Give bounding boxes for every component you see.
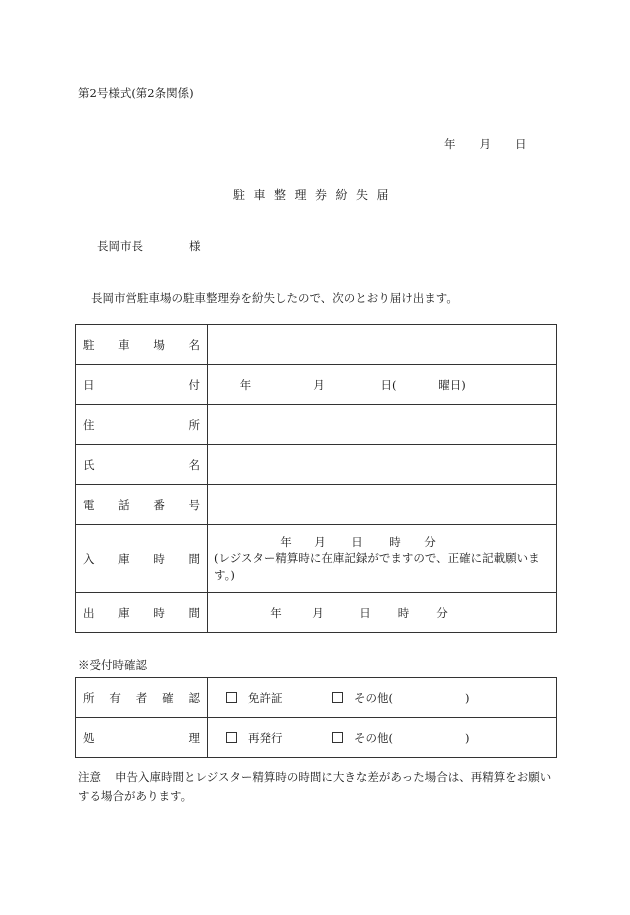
submission-date (444, 136, 527, 152)
document-title: 駐車整理券紛失届 (232, 188, 397, 202)
caution-text: 申告入庫時間とレジスター精算時の時間に大きな差があった場合は、再精算をお願いする場合があります。 (78, 770, 552, 803)
year-label: 年 (444, 137, 456, 151)
row-phone (76, 485, 557, 525)
checkbox-icon[interactable] (226, 732, 237, 743)
field-address[interactable] (208, 405, 557, 445)
report-table (75, 324, 557, 633)
row-name (76, 445, 557, 485)
field-date[interactable]: 年 月 日( 曜日) (208, 365, 557, 405)
field-processing (208, 718, 557, 758)
month-label: 月 (479, 137, 491, 151)
field-phone[interactable] (208, 485, 557, 525)
form-number: 第2号様式(第2条関係) (78, 86, 194, 100)
row-parking-lot (76, 325, 557, 365)
row-address (76, 405, 557, 445)
addressee-honorific: 様 (189, 239, 201, 253)
addressee (97, 238, 201, 254)
reception-check-table (75, 677, 557, 758)
label-processing: 処 理 (76, 718, 208, 758)
checkbox-icon[interactable] (332, 692, 343, 703)
caution-note (78, 768, 558, 806)
label-entry-time: 入 庫 時 間 (76, 525, 208, 593)
label-address: 住 所 (76, 405, 208, 445)
label-exit-time: 出 庫 時 間 (76, 593, 208, 633)
field-exit-time[interactable]: 年 月 日 時 分 (208, 593, 557, 633)
entry-time-note: (レジスター精算時に在庫記録がでますので、正確に記載願います。) (214, 550, 540, 582)
option-license[interactable]: 免許証 (226, 690, 332, 706)
label-name: 氏 名 (76, 445, 208, 485)
field-name[interactable] (208, 445, 557, 485)
label-phone: 電 話 番 号 (76, 485, 208, 525)
row-date (76, 365, 557, 405)
reception-check-heading: ※受付時確認 (78, 658, 147, 672)
row-entry-time (76, 525, 557, 593)
row-owner-check (76, 678, 557, 718)
addressee-name: 長岡市長 (97, 239, 143, 253)
intro-text: 長岡市営駐車場の駐車整理券を紛失したので、次のとおり届け出ます。 (91, 291, 458, 305)
checkbox-icon[interactable] (226, 692, 237, 703)
label-date: 日 付 (76, 365, 208, 405)
day-label: 日 (515, 137, 527, 151)
field-entry-time[interactable]: 年 月 日 時 分 (レジスター精算時に在庫記録がでますので、正確に記載願います。) (208, 525, 557, 593)
option-reissue[interactable]: 再発行 (226, 730, 332, 746)
label-owner-check: 所 有 者 確 認 (76, 678, 208, 718)
option-other[interactable]: その他( ) (332, 690, 470, 706)
row-exit-time (76, 593, 557, 633)
checkbox-icon[interactable] (332, 732, 343, 743)
caution-label: 注意 (78, 770, 101, 784)
option-other[interactable]: その他( ) (332, 730, 470, 746)
field-owner-check (208, 678, 557, 718)
label-parking-lot: 駐 車 場 名 (76, 325, 208, 365)
field-parking-lot[interactable] (208, 325, 557, 365)
row-processing (76, 718, 557, 758)
